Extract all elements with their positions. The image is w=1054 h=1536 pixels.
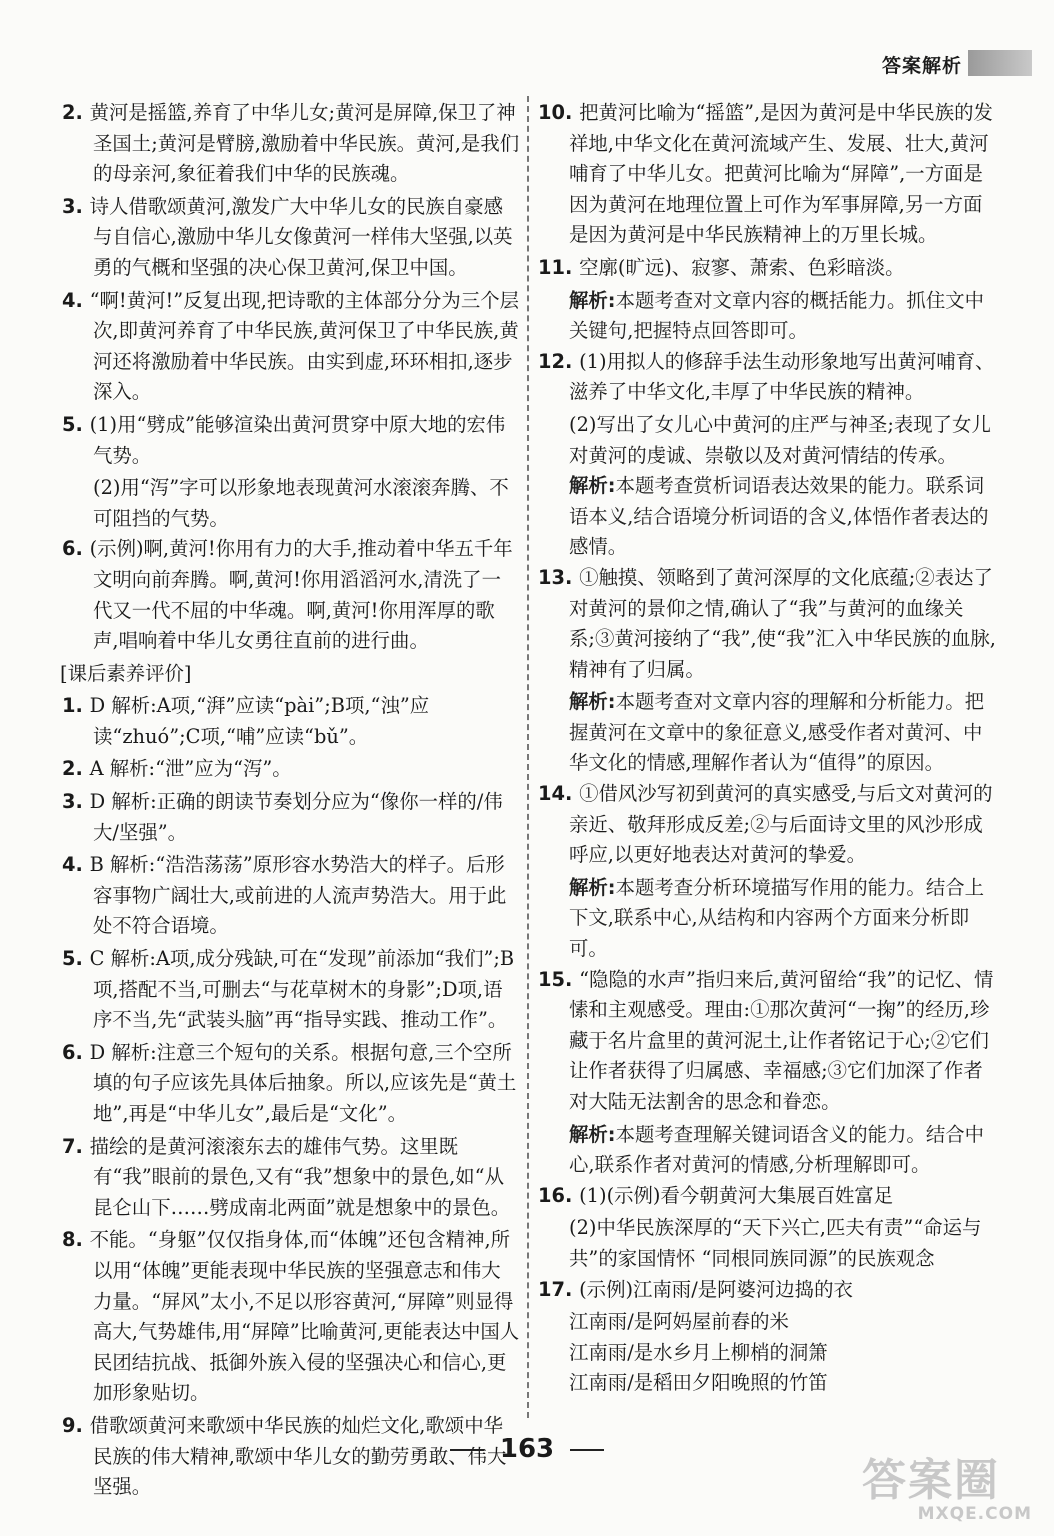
column-divider bbox=[527, 96, 529, 1418]
answer-5-part2: (2)用“泻”字可以形象地表现黄河水滚滚奔腾、不可阻挡的气势。 bbox=[93, 476, 509, 530]
eval-answer-6: 6. D 解析:注意三个短句的关系。根据句意,三个空所填的句子应该先具体后抽象。所以,应该先是“黄土地”,再是“中华儿女”,最后是“文化”。 bbox=[62, 1040, 517, 1125]
answer-3: 3. 诗人借歌颂黄河,激发广大中华儿女的民族自豪感与自信心,激励中华儿女像黄河一样伟大坚强,以英勇的气概和坚强的决心保卫黄河,保卫中国。 bbox=[62, 194, 513, 279]
right-column bbox=[538, 98, 996, 1399]
answer-12-part2: (2)写出了女儿心中黄河的庄严与神圣;表现了女儿对黄河的虔诚、崇敬以及对黄河情结的传承。 bbox=[569, 412, 991, 467]
eval-answer-1: 1. D 解析:A项,“湃”应读“pài”;B项,“浊”应读“zhuó”;C项,“哺”应读“bǔ”。 bbox=[62, 694, 430, 748]
page-number: 163 bbox=[0, 1434, 1054, 1464]
eval-answer-10: 10. 把黄河比喻为“摇篮”,是因为黄河是中华民族的发祥地,中华文化在黄河流域产生、发展、壮大,黄河哺育了中华儿女。把黄河比喻为“屏障”,一方面是因为黄河在地理位置上可作为军事屏障,另一方面是因为黄河是中华民族精神上的万里长城。 bbox=[538, 101, 993, 247]
analysis-15: 解析:本题考查理解关键词语含义的能力。结合中心,联系作者对黄河的情感,分析理解即可。 bbox=[569, 1122, 984, 1177]
eval-answer-4: 4. B 解析:“浩浩荡荡”原形容水势浩大的样子。后形容事物广阔壮大,或前进的人流声势浩大。用于此处不符合语境。 bbox=[62, 853, 507, 938]
eval-answer-11: 11. 空廓(旷远)、寂寥、萧索、色彩暗淡。 bbox=[538, 255, 905, 279]
eval-answer-5: 5. C 解析:A项,成分残缺,可在“发现”前添加“我们”;B项,搭配不当,可删去“与花草树木的身影”;D项,语序不当,先“武装头脑”再“指导实践、推动工作”。 bbox=[62, 947, 515, 1032]
answer-5: 5. (1)用“劈成”能够渲染出黄河贯穿中原大地的宏伟气势。 bbox=[62, 412, 506, 467]
page-number-dash-left bbox=[450, 1449, 484, 1451]
answer-17-line2: 江南雨/是阿妈屋前舂的米 bbox=[569, 1310, 789, 1334]
answer-17-line4: 江南雨/是稻田夕阳晚照的竹笛 bbox=[569, 1371, 828, 1395]
left-column bbox=[62, 98, 520, 1505]
section-heading: [课后素养评价] bbox=[60, 661, 192, 685]
page-number-dash-right bbox=[570, 1449, 604, 1451]
watermark-logo: 答案圈 MXQE.COM bbox=[862, 1455, 1032, 1524]
eval-answer-13: 13. ①触摸、领略到了黄河深厚的文化底蕴;②表达了对黄河的景仰之情,确认了“我”与黄河的血缘关系;③黄河接纳了“我”,使“我”汇入中华民族的血脉,精神有了归属。 bbox=[538, 565, 996, 681]
header-title: 答案解析 bbox=[881, 55, 962, 77]
eval-answer-3: 3. D 解析:正确的朗读节奏划分应为“像你一样的/伟大/坚强”。 bbox=[62, 790, 503, 844]
eval-answer-12: 12. (1)用拟人的修辞手法生动形象地写出黄河哺育、滋养了中华文化,丰厚了中华民族的精神。 bbox=[538, 349, 995, 404]
analysis-14: 解析:本题考查分析环境描写作用的能力。结合上下文,联系中心,从结构和内容两个方面来分析即可。 bbox=[569, 875, 984, 961]
analysis-12: 解析:本题考查赏析词语表达效果的能力。联系词语本义,结合语境分析词语的含义,体悟作者表达的感情。 bbox=[569, 474, 989, 559]
answer-17-line3: 江南雨/是水乡月上柳梢的洞箫 bbox=[569, 1340, 828, 1364]
analysis-13: 解析:本题考查对文章内容的理解和分析能力。把握黄河在文章中的象征意义,感受作者对黄河、中华文化的情感,理解作者认为“值得”的原因。 bbox=[569, 690, 984, 775]
eval-answer-16: 16. (1)(示例)看今朝黄河大集展百姓富足 bbox=[538, 1183, 894, 1207]
eval-answer-7: 7. 描绘的是黄河滚滚东去的雄伟气势。这里既有“我”眼前的景色,又有“我”想象中的景色,如“从昆仑山下……劈成南北两面”就是想象中的景色。 bbox=[62, 1134, 511, 1219]
header-decor-bar bbox=[968, 50, 1032, 76]
analysis-11: 解析:本题考查对文章内容的概括能力。抓住文中关键句,把握特点回答即可。 bbox=[569, 288, 984, 343]
answer-6: 6. (示例)啊,黄河!你用有力的大手,推动着中华五千年文明向前奔腾。啊,黄河!你用滔滔河水,清洗了一代又一代不屈的中华魂。啊,黄河!你用浑厚的歌声,唱响着中华儿女勇往直前的进行曲。 bbox=[62, 537, 513, 653]
answer-4: 4. “啊!黄河!”反复出现,把诗歌的主体部分分为三个层次,即黄河养育了中华民族,黄河保卫了中华民族,黄河还将激励着中华民族。由实到虚,环环相扣,逐步深入。 bbox=[62, 288, 519, 404]
eval-answer-8: 8. 不能。“身躯”仅仅指身体,而“体魄”还包含精神,所以用“体魄”更能表现中华民族的坚强意志和伟大力量。“屏风”太小,不足以形容黄河,“屏障”则显得高大,气势雄伟,用“屏障”比喻黄河,更能表达中国人民团结抗战、抵御外族入侵的坚强决心和信心,更加形象贴切。 bbox=[62, 1228, 520, 1405]
answer-16-part2: (2)中华民族深厚的“天下兴亡,匹夫有责”“命运与共”的家国情怀 “同根同族同源”的民族观念 bbox=[569, 1216, 982, 1270]
eval-answer-14: 14. ①借风沙写初到黄河的真实感受,与后文对黄河的亲近、敬拜形成反差;②与后面诗文里的风沙形成呼应,以更好地表达对黄河的挚爱。 bbox=[538, 782, 993, 867]
eval-answer-17: 17. (示例)江南雨/是阿婆河边捣的衣 bbox=[538, 1277, 853, 1301]
eval-answer-15: 15. “隐隐的水声”指归来后,黄河留给“我”的记忆、情愫和主观感受。理由:①那次黄河“一掬”的经历,珍藏于名片盒里的黄河泥土,让作者铭记于心;②它们让作者获得了归属感、幸福感;③它们加深了作者对大陆无法割舍的思念和眷恋。 bbox=[538, 967, 994, 1113]
answer-2: 2. 黄河是摇篮,养育了中华儿女;黄河是屏障,保卫了神圣国土;黄河是臂膀,激励着中华民族。黄河,是我们的母亲河,象征着我们中华的民族魂。 bbox=[62, 101, 520, 186]
eval-answer-9: 9. 借歌颂黄河来歌颂中华民族的灿烂文化,歌颂中华民族的伟大精神,歌颂中华儿女的勤劳勇敢、伟大坚强。 bbox=[62, 1413, 507, 1499]
eval-answer-2: 2. A 解析:“泄”应为“泻”。 bbox=[62, 757, 292, 781]
